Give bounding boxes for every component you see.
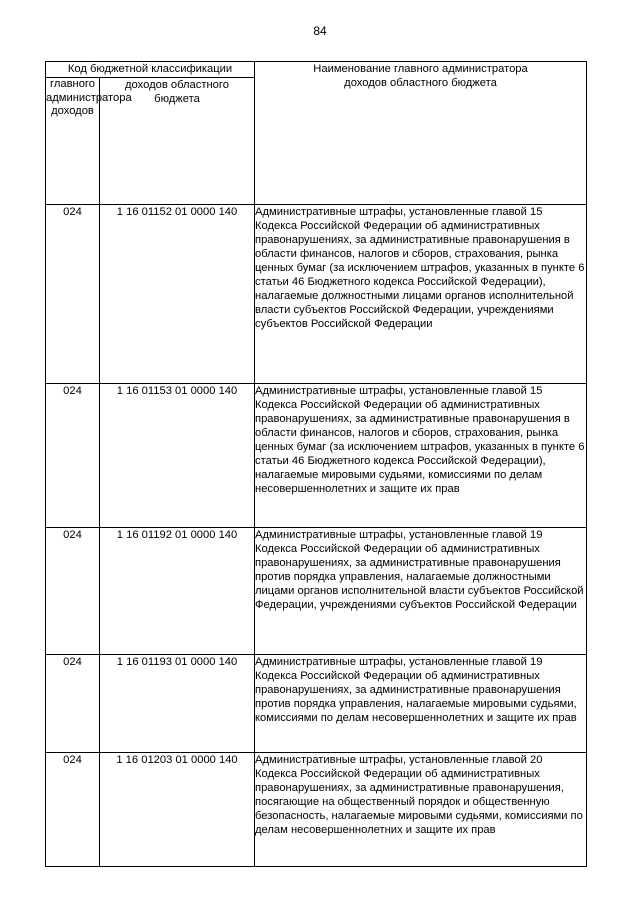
row-admin-name: Административные штрафы, установленные главой 15 Кодекса Российской Федерации об административных правонарушениях, за административные правонарушения в области финансов, налогов и сборов, страхования, рынка ценных бумаг (за исключением штрафов, указанных в пункте 6 статьи 46 Бюджетного кодекса Российской Федерации), налагаемые мировыми судьями, комиссиями по делам несовершеннолетних и защите их прав bbox=[255, 384, 587, 528]
row-admin-code: 024 bbox=[46, 655, 100, 753]
row-admin-name: Административные штрафы, установленные главой 19 Кодекса Российской Федерации об административных правонарушениях, за административные правонарушения против порядка управления, налагаемые мировыми судьями, комиссиями по делам несовершеннолетних и защите их прав bbox=[255, 655, 587, 753]
header-col-admin: главного администратора доходов bbox=[46, 78, 100, 205]
header-col-name bbox=[255, 62, 587, 205]
row-admin-name: Административные штрафы, установленные главой 19 Кодекса Российской Федерации об административных правонарушениях, за административные правонарушения против порядка управления, налагаемые должностными лицами органов исполнительной власти субъектов Российской Федерации, учреждениями субъектов Российской Федерации bbox=[255, 528, 587, 655]
row-admin-name: Административные штрафы, установленные главой 20 Кодекса Российской Федерации об административных правонарушениях, за административные правонарушения, посягающие на общественный порядок и общественную безопасность, налагаемые мировыми судьями, комиссиями по делам несовершеннолетних и защите их прав bbox=[255, 753, 587, 867]
header-col-code-text: доходов областного бюджета bbox=[125, 79, 229, 105]
row-admin-code: 024 bbox=[46, 384, 100, 528]
table-row bbox=[46, 384, 587, 528]
row-budget-code: 1 16 01203 01 0000 140 bbox=[100, 753, 255, 867]
table-row bbox=[46, 528, 587, 655]
table-row bbox=[46, 655, 587, 753]
header-group-label: Код бюджетной классификации bbox=[46, 62, 255, 78]
header-col-name-text: Наименование главного администратора доходов областного бюджета bbox=[313, 63, 528, 89]
row-budget-code: 1 16 01152 01 0000 140 bbox=[100, 205, 255, 384]
row-admin-code: 024 bbox=[46, 528, 100, 655]
row-budget-code: 1 16 01153 01 0000 140 bbox=[100, 384, 255, 528]
row-budget-code: 1 16 01193 01 0000 140 bbox=[100, 655, 255, 753]
row-budget-code: 1 16 01192 01 0000 140 bbox=[100, 528, 255, 655]
budget-classification-table bbox=[45, 61, 587, 867]
table-row bbox=[46, 205, 587, 384]
row-admin-code: 024 bbox=[46, 753, 100, 867]
row-admin-code: 024 bbox=[46, 205, 100, 384]
page-number: 84 bbox=[313, 24, 327, 38]
row-admin-name: Административные штрафы, установленные главой 15 Кодекса Российской Федерации об административных правонарушениях, за административные правонарушения в области финансов, налогов и сборов, страхования, рынка ценных бумаг (за исключением штрафов, указанных в пункте 6 статьи 46 Бюджетного кодекса Российской Федерации), налагаемые должностными лицами органов исполнительной власти субъектов Российской Федерации, учреждениями субъектов Российской Федерации bbox=[255, 205, 587, 384]
table-row bbox=[46, 753, 587, 867]
